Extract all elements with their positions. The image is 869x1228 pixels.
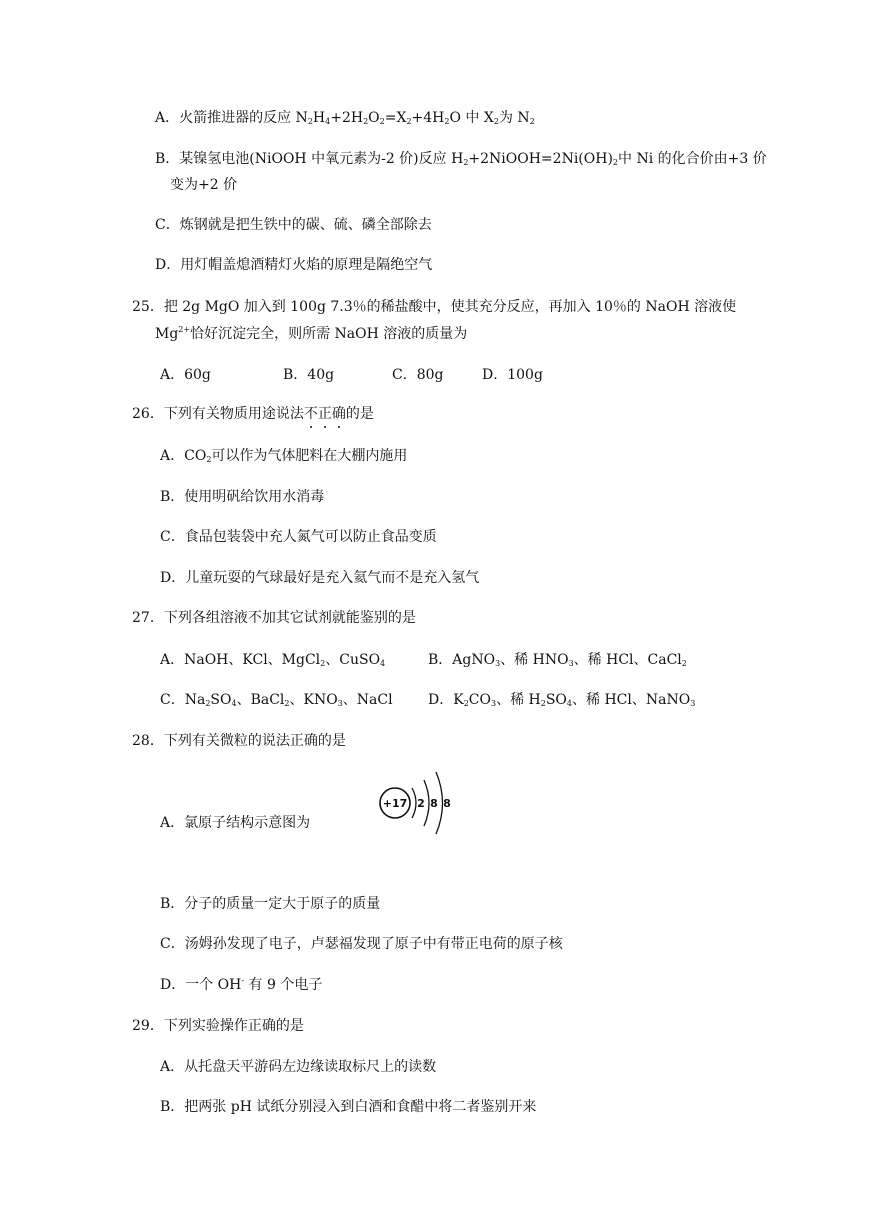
q27-option-d: D．$K_2CO_3$、稀 $H_2SO_4$、稀 HCl、NaNO$_3$ bbox=[428, 692, 696, 708]
q25-option-a: A．60g bbox=[160, 367, 211, 383]
q25-option-c: C．80g bbox=[392, 367, 444, 383]
q27-option-b: B．AgNO$_3$、稀 $HNO_3$、稀 HCl、CaCl$_2$ bbox=[428, 652, 687, 668]
q26-option-c: C．食品包装袋中充人氮气可以防止食品变质 bbox=[160, 529, 437, 545]
q28-option-b: B．分子的质量一定大于原子的质量 bbox=[160, 896, 381, 912]
chlorine-atom-structure-diagram bbox=[376, 770, 456, 836]
shell-electrons-1: 2 bbox=[417, 797, 425, 810]
electron-shell-arc-1 bbox=[412, 788, 416, 818]
shell-electrons-3: 8 bbox=[443, 797, 451, 810]
q24-option-d: D．用灯帽盖熄酒精灯火焰的原理是隔绝空气 bbox=[155, 257, 433, 273]
nucleus-charge: +17 bbox=[382, 797, 408, 810]
q24-option-b-line2: 变为+2 价 bbox=[170, 177, 238, 193]
q28-option-c: C．汤姆孙发现了电子，卢瑟福发现了原子中有带正电荷的原子核 bbox=[160, 936, 563, 952]
q27-option-a: A．NaOH、KCl、MgCl$_2$、CuSO$_4$ bbox=[160, 652, 386, 668]
q28-option-a: A．氯原子结构示意图为 bbox=[160, 815, 311, 831]
shell-electrons-2: 8 bbox=[430, 797, 438, 810]
q24-option-b: B．某镍氢电池(NiOOH 中氧元素为-2 价)反应 $H_2+2NiOOH=2Ni(OH)_2$中 Ni 的化合价由+3 价 bbox=[155, 151, 767, 167]
q29-option-a: A．从托盘天平游码左边缘读取标尺上的读数 bbox=[160, 1059, 437, 1075]
q26-option-b: B．使用明矾给饮用水消毒 bbox=[160, 489, 325, 505]
q25-stem-line2: $Mg^{2+}$恰好沉淀完全，则所需 NaOH 溶液的质量为 bbox=[155, 325, 468, 342]
q28-stem: 28．下列有关微粒的说法正确的是 bbox=[132, 733, 346, 749]
q25-option-b: B．40g bbox=[283, 367, 335, 383]
q29-option-b: B．把两张 pH 试纸分别浸入到白酒和食醋中将二者鉴别开来 bbox=[160, 1099, 537, 1115]
q26-option-d: D．儿童玩耍的气球最好是充入氦气而不是充入氢气 bbox=[160, 570, 480, 586]
q28-option-d: D．一个 OH- 有 9 个电子 bbox=[160, 976, 323, 993]
q27-stem: 27．下列各组溶液不加其它试剂就能鉴别的是 bbox=[132, 610, 416, 626]
q25-option-d: D．100g bbox=[482, 367, 543, 383]
q25-stem: 25．把 2g MgO 加入到 100g 7.3％的稀盐酸中，使其充分反应，再加入 10％的 NaOH 溶液使 bbox=[132, 299, 737, 315]
emphasis-dotted-text: 不正确 bbox=[304, 406, 346, 422]
q26-stem: 26．下列有关物质用途说法不正确 的是 bbox=[132, 405, 374, 423]
q24-option-c: C．炼钢就是把生铁中的碳、硫、磷全部除去 bbox=[155, 217, 432, 233]
q24-option-a: A．火箭推进器的反应 $N_2H_4+2H_2O_2=X_2+4H_2O$ 中 $X_2$为 $N_2$ bbox=[155, 110, 535, 126]
q26-option-a: A．$CO_2$可以作为气体肥料在大棚内施用 bbox=[160, 448, 408, 464]
q27-option-c: C．$Na_2SO_4$、BaCl$_2$、$KNO_3$、NaCl bbox=[160, 692, 393, 708]
q29-stem: 29．下列实验操作正确的是 bbox=[132, 1018, 304, 1034]
